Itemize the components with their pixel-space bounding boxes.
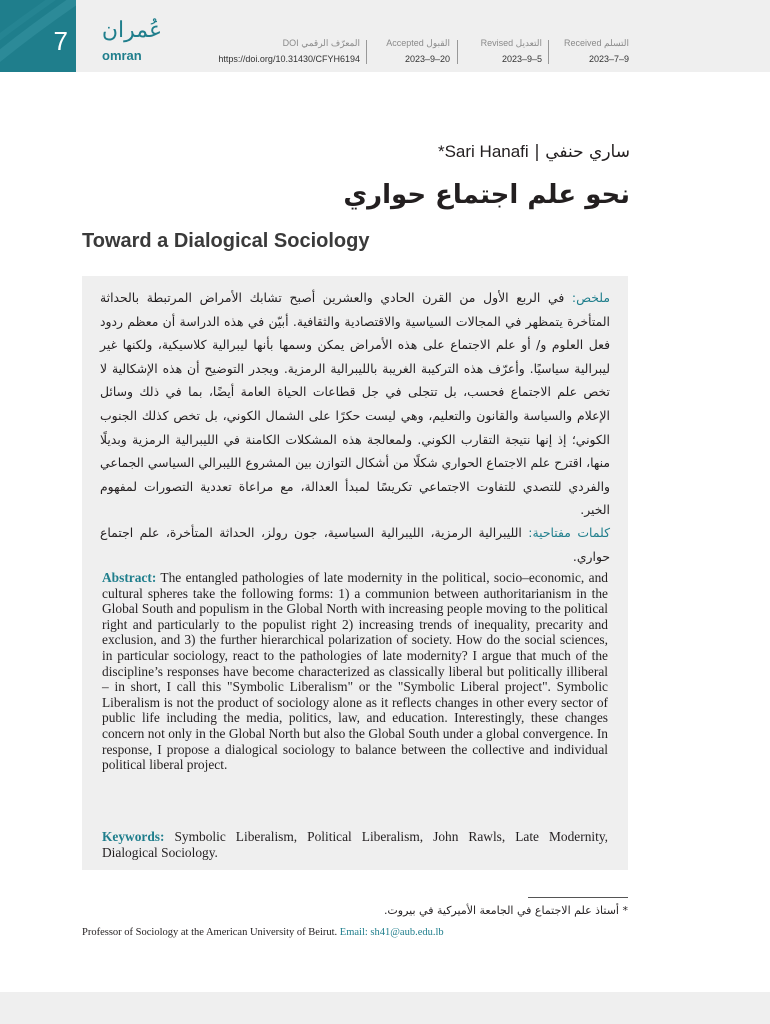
page-footer [0,992,770,1024]
english-abstract-text: The entangled pathologies of late modernity in the political, socio–economic, and cultural spheres take the following forms: 1) a communion between authoritarianism in the Global South and populism in the Global North with increasing people moving to the political right and particularly to the populist right 2) increasing trends of inequality, precarity and exclusion, and 3) the further hierarchical polarization of society. How do the social sciences, in particular sociology, react to the pathologies of late modernity? I argue that much of the discipline’s responses have become characterized as classically liberal but politically illiberal – in short, I call this "Symbolic Liberalism" or the "Symbolic Liberal project". Symbolic Liberalism is not the product of sociology alone as it reflects changes in other every sector of public life including the media, politics, law, and education. Interestingly, these changes concern not only in the Global North but also the Global South under a global convergence. In response, I propose a dialogical sociology to balance between the collective and individual political liberal project. [102,570,608,773]
arabic-keywords [100,521,610,569]
logo-arabic-text: عُمران [101,18,163,43]
footnote-english-text: Professor of Sociology at the American University of Beirut. [82,927,340,938]
english-keywords-text: Symbolic Liberalism, Political Liberalism, John Rawls, Late Modernity, Dialogical Sociology. [102,829,608,860]
author-separator: | [534,142,540,162]
arabic-abstract-text: في الربع الأول من القرن الحادي والعشرين أصبح تشابك الأمراض المرتبطة بالحداثة المتأخرة يتمظهر في المجالات السياسية والاقتصادية والثقافية. أبيّن في هذه الدراسة أن معظم ردود فعل العلوم و/ أو علم الاجتماع على هذه الأمراض يمكن وسمها بأنها ليبرالية كلاسيكية، ولكنها غير ليبرالية سياسيًا. وأعرّف هذه التركيبة الغريبة بالليبرالية الرمزية. ويجدر التوضيح أن هذه الإشكالية لا تخص علم الاجتماع فحسب، بل تتجلى في جل قطاعات الحياة العامة أيضًا، بما في ذلك وسائل الإعلام والسياسة والقانون والتعليم، وهي ليست حكرًا على الشمال الكوني، بل تخص كذلك الجنوب الكوني؛ إذ إنها نتيجة التقارب الكوني. ولمعالجة هذه المشكلات الكامنة في الليبرالية الرمزية وبديلًا منها، اقترح علم الاجتماع الحواري شكلًا من أشكال التوازن بين المشروع الليبرالي السياسي الجماعي والفردي للتصدي للتفاوت الاجتماعي تكريسًا لمبدأ العدالة، مع مراعاة تعددية التصورات لمفهوم الخير. [100,290,610,518]
footnote-english [82,927,444,938]
revised-date: 2023–9–5 [501,54,542,64]
revised-label: Revised التعديل [480,38,542,48]
english-abstract [102,570,608,773]
meta-divider [457,40,458,64]
doi-block [210,38,360,64]
email-link[interactable]: sh41@aub.edu.lb [370,927,444,938]
english-keywords [102,829,608,860]
logo-latin-text: omran [102,48,142,63]
received-date: 2023–7–9 [588,54,629,64]
received-label: Received التسلم [564,38,629,48]
arabic-keywords-label: كلمات مفتاحية: [528,525,610,540]
email-label: Email: [339,927,368,938]
article-title-arabic: نحو علم اجتماع حواري [343,180,630,210]
author-name-arabic: ساري حنفي [545,142,630,162]
english-keywords-label: Keywords: [102,829,165,844]
footnote-rule [528,897,628,898]
received-block [552,38,629,64]
meta-divider [548,40,549,64]
footnote-arabic: * أستاذ علم الاجتماع في الجامعة الأميركية في بيروت. [383,904,628,917]
journal-logo[interactable] [92,18,182,66]
english-abstract-label: Abstract: [102,570,157,585]
meta-divider [366,40,367,64]
accepted-block [372,38,450,64]
author-line [300,142,630,162]
revised-block [462,38,542,64]
arabic-abstract-label: ملخص: [571,290,610,305]
page-number: 7 [53,26,68,56]
arabic-abstract [100,286,610,522]
page-number-tab [0,0,76,72]
arabic-keywords-text: الليبرالية الرمزية، الليبرالية السياسية، جون رولز، الحداثة المتأخرة، علم اجتماع حواري. [100,525,610,564]
doi-label: DOI المعرّف الرقمي [282,38,360,48]
doi-link[interactable]: https://doi.org/10.31430/CFYH6194 [218,54,360,64]
article-title-english: Toward a Dialogical Sociology [82,230,370,252]
author-name-latin: *Sari Hanafi [437,142,529,161]
accepted-label: Accepted القبول [386,38,450,48]
accepted-date: 2023–9–20 [404,54,450,64]
